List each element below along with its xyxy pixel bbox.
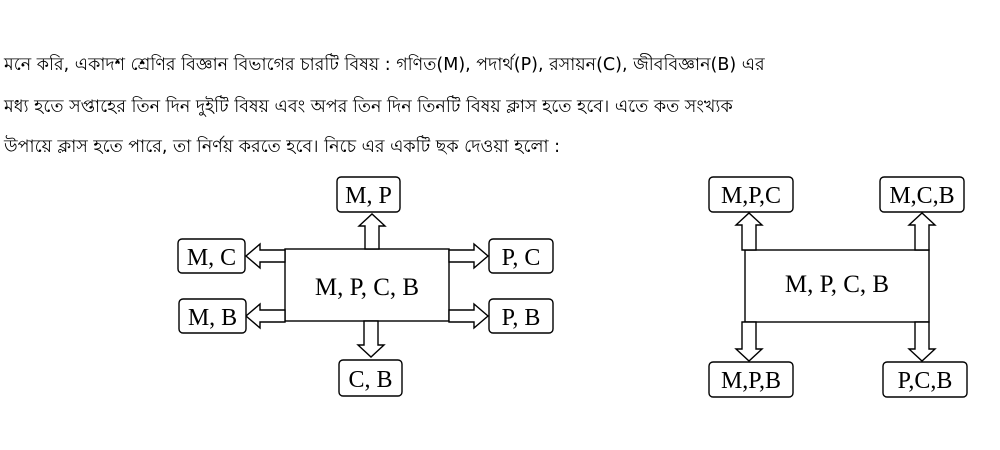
box-pb-label: P, B [501, 305, 541, 331]
box-mp-label: M, P [345, 183, 392, 209]
left-arrow-right-upper [449, 244, 488, 268]
box-mpb-label: M,P,B [720, 368, 782, 394]
box-pc-label: P, C [501, 245, 541, 271]
right-arrow-bottom-right [909, 322, 935, 361]
left-center-label: M, P, C, B [314, 274, 420, 301]
paragraph-line-1: মনে করি, একাদশ শ্রেণির বিজ্ঞান বিভাগের চারটি বিষয় : গণিত(M), পদার্থ(P), রসায়ন(C), জীববিজ্ঞান(B) এর [4, 55, 765, 75]
paragraph-line-3: উপায়ে ক্লাস হতে পারে, তা নির্ণয় করতে হবে। নিচে এর একটি ছক দেওয়া হলো : [4, 137, 561, 157]
right-center-label: M, P, C, B [784, 271, 890, 298]
right-arrow-top-right [909, 213, 935, 250]
right-arrow-bottom-left [736, 322, 762, 361]
box-cb-label: C, B [348, 367, 393, 393]
left-arrow-left-upper [246, 244, 285, 268]
left-arrow-up [359, 214, 385, 249]
box-mpc-label: M,P,C [720, 183, 782, 209]
box-pcb-label: P,C,B [897, 368, 953, 394]
paragraph-line-2: মধ্য হতে সপ্তাহের তিন দিন দুইটি বিষয় এবং অপর তিন দিন তিনটি বিষয় ক্লাস হতে হবে। এতে কত সংখ্যক [4, 97, 733, 117]
left-diagram [178, 177, 553, 396]
left-arrow-left-lower [246, 304, 285, 328]
right-arrow-top-left [736, 213, 762, 250]
box-mb-label: M, B [187, 305, 238, 331]
right-diagram [709, 177, 967, 397]
left-arrow-down [358, 321, 384, 357]
left-arrow-right-lower [449, 304, 488, 328]
box-mc-label: M, C [186, 245, 237, 271]
box-mcb-label: M,C,B [889, 183, 955, 209]
